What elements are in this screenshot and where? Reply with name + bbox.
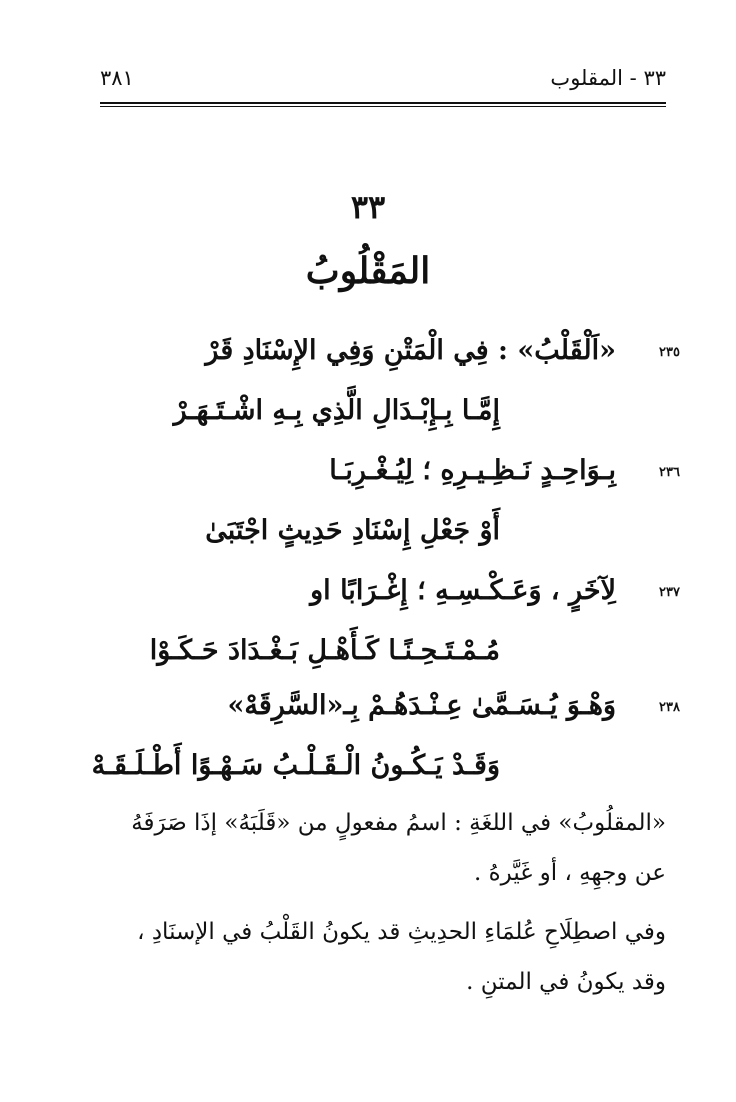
chapter-number: ٣٣	[350, 188, 386, 226]
verse-number: ٢٣٨	[659, 700, 680, 715]
verse-second-hemistich: وَقَـدْ يَـكُـونُ الْـقَـلْـبُ سَـهْـوًا أَطْـلَـقَـهْ	[91, 750, 500, 781]
verse-second-hemistich: إِمَّـا بِـإِبْـدَالِ الَّذِي بِـهِ اشْـتَـهَـرْ	[173, 395, 500, 426]
header-rule	[100, 102, 666, 104]
running-title: ٣٣ - المقلوب	[550, 66, 666, 90]
running-header	[100, 66, 666, 96]
verse-second-hemistich: أَوْ جَعْلِ إِسْنَادِ حَدِيثٍ اجْتَبَىٰ	[205, 515, 500, 546]
prose-paragraph: وفي اصطِلَاحِ عُلمَاءِ الحدِيثِ قد يكونُ القَلْبُ في الإسنَادِ ، وقد يكونُ في المتنِ .	[137, 919, 666, 995]
prose-paragraph: «المقلُوبُ» في اللغَةِ : اسمُ مفعولٍ من «قَلَبَهُ» إذَا صَرَفَهُ عن وجهِهِ ، أو غَيَّرهُ .	[131, 810, 666, 886]
verse-first-hemistich: وَهْـوَ يُـسَـمَّىٰ عِـنْـدَهُـمْ بِـ«السَّرِقَهْ»	[227, 690, 616, 721]
verse-first-hemistich: بِـوَاحِـدٍ نَـظِـيـرِهِ ؛ لِيُـغْـرِبَـا	[329, 455, 616, 486]
verse-first-hemistich: لِآخَرٍ ، وَعَـكْـسِـهِ ؛ إِغْـرَابًا او	[310, 575, 616, 606]
verse-number: ٢٣٧	[659, 585, 680, 600]
verse-number: ٢٣٦	[659, 465, 680, 480]
header-rule-thin	[100, 106, 666, 107]
verse-number: ٢٣٥	[659, 345, 680, 360]
page-number: ٣٨١	[100, 66, 134, 90]
chapter-title: المَقْلُوبُ	[305, 250, 431, 292]
verse-first-hemistich: «اَلْقَلْبُ» : فِي الْمَتْنِ وَفِي الإِسْنَادِ قَرْ	[205, 335, 616, 366]
verse-second-hemistich: مُـمْـتَـحِـنًـا كَـأَهْـلِ بَـغْـدَادَ حَـكَـوْا	[149, 635, 500, 666]
